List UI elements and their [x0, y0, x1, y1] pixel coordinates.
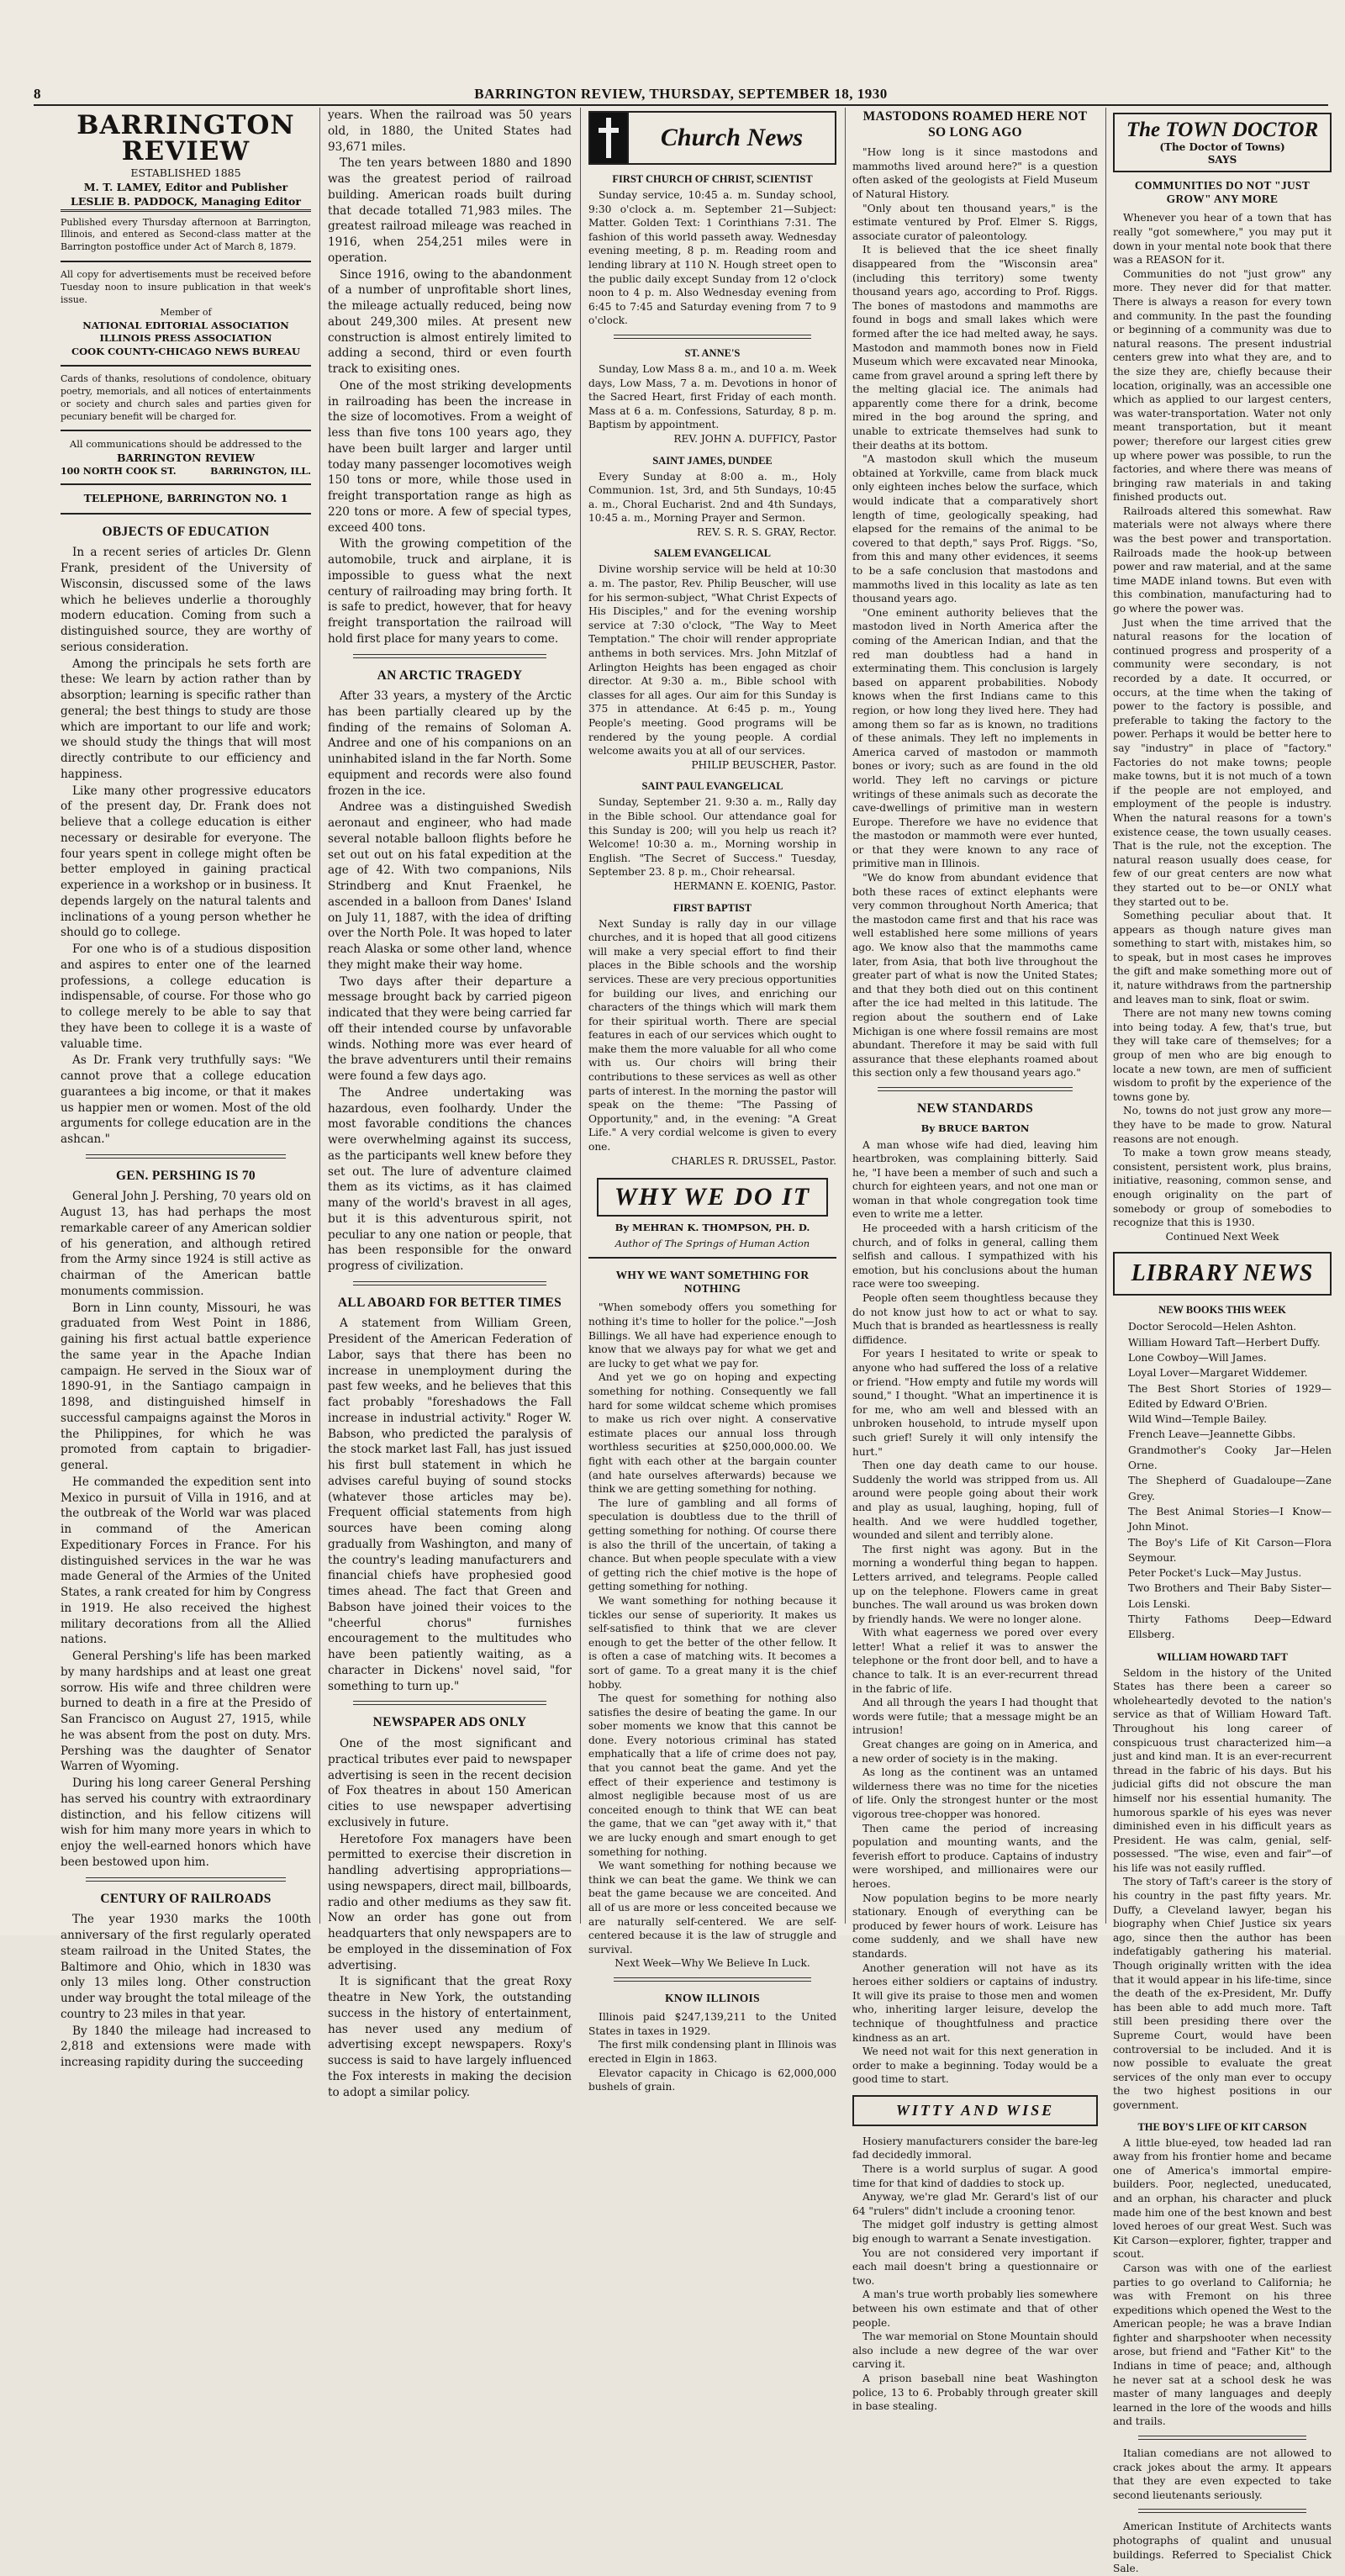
pershing-article [61, 1189, 311, 1870]
managing-editor: LESLIE B. PADDOCK, Managing Editor [71, 194, 301, 208]
divider [86, 1154, 286, 1159]
church-notice: Divine worship service will be held at 10:30 a. m. The pastor, Rev. Philip Beuscher, will use for his sermon-subject, "What Christ Expects of His Disciples," and for the evening worship service at 7:30 o'clock, "The Way to Meet Temptation." The choir will render appropriate anthems in both services. Mrs. John Mitzlaf of Arlington Heights has been engaged as choir director. At 9:30 a. m., Bible school with classes for all ages. Our aim for this Sunday is 375 in attendance. At 6:45 p. m., Young People's meeting. Good programs will be rendered by the young people. A cordial welcome awaits you at all of our services. [588, 563, 836, 757]
paragraph: As long as the continent was an untamed wilderness there was no time for the niceties of life. Only the strongest hunter or the most vigorous tree-chopper was honored. [852, 1766, 1098, 1820]
town-doctor-subtitle: (The Doctor of Towns) [1159, 141, 1285, 154]
paragraph: We need not wait for this next generation in order to make a beginning. Today would be a good time to start. [852, 2045, 1098, 2086]
paragraph: Heretofore Fox managers have been permitted to exercise their discretion in handling advertising appropriations—using newspapers, direct mail, billboards, radio and other mediums as they saw fit. Now an order has gone out from headquarters that only newspapers are to be employed in the dissemination of Fox advertising. [328, 1832, 572, 1972]
column-rule [1105, 108, 1106, 1924]
paragraph: "How long is it since mastodons and mammoths lived around here?" is a question often asked of the geologists at Field Museum of Natural History. [852, 146, 1098, 200]
witty-item: Hosiery manufacturers consider the bare-leg fad decidedly immoral. [852, 2135, 1098, 2162]
telephone: TELEPHONE, BARRINGTON NO. 1 [83, 491, 288, 504]
witty-item: There is a world surplus of sugar. A good time for that kind of daddies to stock up. [852, 2163, 1098, 2189]
list-item: Wild Wind—Temple Bailey. [1128, 1413, 1267, 1426]
column-4 [852, 108, 1098, 2413]
column-3 [588, 108, 836, 2093]
paragraph: "Only about ten thousand years," is the estimate ventured by Prof. Elmer S. Riggs, associate curator of paleontology. [852, 202, 1098, 242]
pastor-signature: REV. JOHN A. DUFFICY, Pastor [673, 432, 836, 445]
column-rule [845, 108, 846, 1924]
column-5 [1113, 108, 1332, 2575]
paragraph: Something peculiar about that. It appears as though nature gives man something to start with, mistakes him, so to speak, but in most cases he improves the gift and make something more out of it, nature withdraws from the partnership and leaves man to sink, float or swim. [1113, 910, 1332, 1006]
city: BARRINGTON, ILL. [210, 465, 311, 477]
divider [614, 335, 811, 339]
list-item: Doctor Serocold—Helen Ashton. [1128, 1321, 1297, 1333]
list-item: The Shepherd of Guadaloupe—Zane Grey. [1128, 1475, 1332, 1502]
paragraph: As Dr. Frank very truthfully says: "We cannot prove that a college education guarantees a big income, or that it makes us happier men or women. Most of the old arguments for college education are in the ashcan." [61, 1053, 311, 1147]
paragraph: Now population begins to be more nearly stationary. Enough of everything can be produced by fewer hours of work. Leisure has come suddenly, and we shall have new standards. [852, 1892, 1098, 1960]
paragraph: People often seem thoughtless because they do not know just how to act or what to say. Much that is branded as heartlessness is really diffidence. [852, 1292, 1098, 1346]
paragraph: And all through the years I had thought that words were futile; that a message might be an intrusion! [852, 1697, 1098, 1737]
paragraph: The story of Taft's career is the story of his country in the past fifty years. Mr. Duffy, a Cleveland lawyer, began his biography when Chief Justice six years ago, since then the author has been indefatigably gathering his material. Though originally written with the idea that it would appear in his life-time, since the death of the ex-President, Mr. Duffy has been able to add much more. Taft still been presiding there over the Supreme Court, would have been controversial to be included. And it is now possible to evaluate the great services of the only man ever to occupy the two highest positions in our government. [1113, 1876, 1332, 2111]
paragraph: We want something for nothing because it tickles our sense of superiority. It makes us self-satisfied to think that we are clever enough to get the better of the other fellow. It is often a case of matching wits. It becomes a sort of game. To a great many it is the chief hobby. [588, 1594, 836, 1691]
continued-note: Continued Next Week [1165, 1230, 1279, 1243]
paragraph: One of the most significant and practical tributes ever paid to newspaper advertising is seen in the recent decision of Fox theatres in about 150 American cities to use newspaper advertising exclusively in future. [328, 1737, 572, 1829]
publication-notice: Published every Thursday afternoon at Barrington, Illinois, and entered as Second-class matter at the Barrington postoffice under Act of March 8, 1879. [61, 216, 311, 253]
article-heading: CENTURY OF RAILROADS [100, 1891, 272, 1906]
paragraph: Two days after their departure a message brought back by carried pigeon indicated that they were being carried far off their intended course by unfavorable winds. Nothing more was ever heard of the brave adventurers until their remains were found a few days ago. [328, 974, 572, 1084]
paragraph: And yet we go on hoping and expecting something for nothing. Consequently we fall hard for some wildcat scheme which promises to make us rich over night. A conservative estimate places our annual loss through worthless securities at $250,000,000.00. We fight with each other at the bargain counter (and hate ourselves afterwards) because we think we are getting something for nothing. [588, 1371, 836, 1496]
paragraph: "When somebody offers you something for nothing it's time to holler for the police."—Josh Billings. We all have had experience enough to know that we always pay for what we get and are lucky to get what we pay for. [588, 1301, 836, 1370]
newspaper-ads-article [328, 1736, 572, 2100]
divider [61, 483, 311, 485]
article-heading: GEN. PERSHING IS 70 [116, 1168, 256, 1183]
article-heading: WILLIAM HOWARD TAFT [1157, 1650, 1288, 1663]
paragraph: years. When the railroad was 50 years old, in 1880, the United States had 93,671 miles. [328, 108, 572, 154]
paragraph: General Pershing's life has been marked by many hardships and at least one great sorrow. His wife and three children were burned to death in a fire at the Presido of San Francisco on August 27, 1915, while he was absent from the post on duty. Mrs. Pershing was the daughter of Senator Warren of Wyoming. [61, 1650, 311, 1774]
paragraph: Elevator capacity in Chicago is 62,000,000 bushels of grain. [588, 2067, 836, 2093]
paragraph: Communities do not "just grow" any more. They never did for that matter. There is always a reason for every town and community. In the past the founding or beginning of a community was due to natural reasons. The present industrial centers grew into what they are, and to the size they are, chiefly because their location, originally, was an accessible one which as applied to our largest centers, was water-transportation. Water not only meant transportation, but it meant power; therefore our largest cities grew up where power was possible, to run the factories, and where there was means of bringing raw materials in and taking finished products out. [1113, 267, 1332, 504]
article-heading: COMMUNITIES DO NOT "JUST GROW" ANY MORE [1134, 179, 1311, 206]
divider [61, 513, 311, 515]
town-doctor-header [1113, 113, 1332, 172]
paragraph: For years I hesitated to write or speak to anyone who had suffered the loss of a relative or friend. "How empty and futile my words will sound," I thought. "What an impertinence it is for me, who am well and blessed with an unbroken household, to intrude myself upon such grief! Surely it will only intensify the hurt." [852, 1348, 1098, 1458]
church-heading: SAINT PAUL EVANGELICAL [641, 780, 783, 793]
paragraph: The first milk condensing plant in Illinois was erected in Elgin in 1863. [588, 2039, 836, 2065]
paragraph: "A mastodon skull which the museum obtained at Yorkville, came from black muck only eighteen inches below the surface, which would indicate that a comparatively short length of time, geologically speaking, had elapsed for the remains of the animal to be covered to that depth," says Prof. Riggs. "So, from this and many other evidences, it seems to be a safe conclusion that mastodons and mammoths lived in this locality as late as ten thousand years ago. [852, 453, 1098, 605]
member-3: COOK COUNTY-CHICAGO NEWS BUREAU [71, 345, 301, 357]
paragraph: "We do know from abundant evidence that both these races of extinct elephants were very common throughout North America; that the mastodon came first and that his race was well established here some millions of years ago. We know also that the mammoths came later, from Asia, that both live throughout the greater part of what is now the United States; and that they both died out on this continent after the ice had melted in this latitude. The region about the southern end of Lake Michigan is one where fossil remains are most abundant. Therefore it may be said with full assurance that these elephants roamed about this section only a few thousand years ago." [852, 872, 1098, 1079]
paragraph: The lure of gambling and all forms of speculation is doubtless due to the thrill of getting something for nothing. Of course there is also the thrill of the uncertain, of taking a chance. But when people speculate with a view of getting rich the chief motive is the hope of getting something for nothing. [588, 1497, 836, 1593]
list-item: French Leave—Jeannette Gibbs. [1128, 1428, 1296, 1441]
list-item: William Howard Taft—Herbert Duffy. [1128, 1336, 1321, 1349]
paragraph: Illinois paid $247,139,211 to the United States in taxes in 1929. [588, 2011, 836, 2037]
paragraph: We want something for nothing because we think we can beat the game. We think we can beat the game because we are conceited. And all of us are more or less conceited because we are naturally self-centered. We are self-centered because it is the law of struggle and survival. [588, 1860, 836, 1956]
address: 100 NORTH COOK ST. [61, 465, 177, 477]
divider [1138, 2436, 1306, 2440]
paragraph: A little blue-eyed, tow headed lad ran away from his frontier home and became one of America's immortal empire-builders. Poor, neglected, uneducated, and an orphan, his character and pluck made him one of the best known and best loved heroes of our great West. Such was Kit Carson—explorer, fighter, trapper and scout. [1113, 2136, 1332, 2261]
list-item: The Best Animal Stories—I Know—John Minot. [1128, 1505, 1332, 1533]
newspaper-logo: BARRINGTON REVIEW [76, 110, 295, 166]
article-heading: WHY WE WANT SOMETHING FOR NOTHING [615, 1269, 810, 1296]
column-rule [319, 108, 320, 1924]
paragraph: "One eminent authority believes that the mastodon lived in North America after the coming of the American Indian, and that the red man doubtless had a hand in exterminating them. This conclusion is largely based on apparent probabilities. Nobody knows when the first Indians came to this region, or how long they lived here. They had among them so far as is known, no traditions of these animals. They left no implements in America carved of mastodon or mammoth bones or ivory; such as are found in the old world. They left no carvings or picture writings of these animals such as decorate the cave-dwellings of primitive man in western Europe. Therefore we have no evidence that the mastodon or mammoth were ever hunted, or that they were known to any race of primitive man in Illinois. [852, 606, 1098, 870]
paragraph: General John J. Pershing, 70 years old on August 13, has had perhaps the most remarkable career of any American soldier of his generation, and although retired from the Army since 1924 is still active as chairman of the American battle monuments commission. [61, 1190, 311, 1298]
church-notice: Every Sunday at 8:00 a. m., Holy Communion. 1st, 3rd, and 5th Sundays, 10:45 a. m., Choral Eucharist. 2nd and 4th Sundays, 10:45 a. m., Morning Prayer and Sermon. [588, 470, 836, 525]
paragraph: The quest for something for nothing also satisfies the desire of beating the game. In our sober moments we know that this cannot be done. Every notorious criminal has stated emphatically that a life of crime does not pay, that you cannot beat the game. And yet the effect of their experience and testimony is almost negligible because most of us are conceited enough to think that WE can beat the game, that we can "get away with it," that we are lucky enough and smart enough to get something for nothing. [588, 1692, 836, 1858]
divider [61, 430, 311, 431]
list-item: The Boy's Life of Kit Carson—Flora Seymour. [1128, 1536, 1332, 1564]
church-news-header [588, 111, 836, 165]
column-2 [328, 108, 572, 2099]
article-heading: OBJECTS OF EDUCATION [102, 524, 270, 539]
divider [588, 1257, 836, 1259]
list-item: Two Brothers and Their Baby Sister—Lois Lenski. [1128, 1582, 1332, 1610]
paragraph: During his long career General Pershing has served his country with extraordinary distinction, and his fellow citizens will wish for him many more years in which to enjoy the well-earned honors which have been bestowed upon him. [61, 1776, 311, 1869]
cards-notice: Cards of thanks, resolutions of condolence, obituary poetry, memorials, and all notices of entertainments or society and church sales and parties given for pecuniary benefit will be charged for. [61, 373, 311, 422]
mastodons-article [852, 145, 1098, 1080]
education-article [61, 545, 311, 1148]
books-heading: NEW BOOKS THIS WEEK [1158, 1304, 1286, 1317]
member-2: ILLINOIS PRESS ASSOCIATION [99, 332, 272, 345]
paragraph: In a recent series of articles Dr. Glenn Frank, president of the University of Wisconsin, discussed some of the laws which he believes underlie a thoroughly modern education. Coming from such a distinguished source, they are worthy of serious consideration. [61, 546, 311, 654]
page-number: 8 [34, 86, 41, 102]
paragraph: The year 1930 marks the 100th anniversary of the first regularly operated steam railroad in the United States, the Baltimore and Ohio, which in 1830 was only 13 miles long. Other construction under way brought the total mileage of the country to 23 miles in that year. [61, 1913, 311, 2021]
witty-and-wise-title: WITTY AND WISE [852, 2095, 1098, 2126]
witty-item: The midget golf industry is getting almost big enough to warrant a Senate investigation. [852, 2219, 1098, 2246]
witty-items [852, 2135, 1098, 2414]
article-heading: AN ARCTIC TRAGEDY [377, 668, 523, 683]
paragraph: One of the most striking developments in railroading has been the increase in the size of locomotives. From a weight of less than five tons 100 years ago, they have been built larger and larger until today many passenger locomotives weigh 150 tons or more, while those used in freight transportation range as high as 220 tons or more. A few of special types, exceed 400 tons. [328, 378, 572, 535]
divider [61, 209, 311, 212]
town-doctor-article [1113, 211, 1332, 1243]
paragraph: Among the principals he sets forth are these: We learn by action rather than by absorption; learning is specific rather than general; the best things to study are those which are important to our life and work; we should study the things that will most directly contribute to our efficiency and happiness. [61, 657, 311, 781]
railroads-article [61, 1912, 311, 2071]
column-1 [61, 108, 311, 2069]
divider [353, 1701, 546, 1705]
paragraph: Carson was with one of the earliest parties to go overland to California; he was with Fremont on his three expeditions which opened the West to the American people; he was a brave Indian fighter and sharpshooter when necessity arose, but friend and "Father Kit" to the Indians in time of peace; and, although he never sat at a school desk he was master of many languages and deeply learned in the lore of the woods and hills and trails. [1113, 2262, 1332, 2428]
paragraph: With what eagerness we pored over every letter! What a relief it was to answer the telephone or the front door bell, and to have a chance to talk. It is an ever-recurrent thread in the fabric of life. [852, 1627, 1098, 1695]
paragraph: For one who is of a studious disposition and aspires to enter one of the learned professions, a college education is indispensable, of course. For those who go to college merely to be able to say that they have been to college it is a waste of valuable time. [61, 942, 311, 1051]
paragraph: The first night was agony. But in the morning a wonderful thing began to happen. Letters arrived, and telegrams. People called up on the telephone. Flowers came in great bunches. The wall around us was broken down by friendly hands. We were no longer alone. [852, 1543, 1098, 1625]
paragraph: Just when the time arrived that the natural reasons for the location of continued progress and prosperity of a community were secondary, is not recorded by a date. It occurred, or occurs, at the time when the taking of power to the factory is possible, and preferable to taking the factory to the power. Perhaps it would be better here to say "industry" in place of "factory." Factories do not make towns; people make towns, but it is not much of a town if the people are not employed, and employment of the people is industry. When the natural reasons for a town's existence cease, the town usually ceases. That is the rule, not the exception. The natural reason usually does cease, for few of our great centers are now what they started out to be—or ONLY what they started out to be. [1113, 616, 1332, 908]
church-heading: FIRST CHURCH OF CHRIST, SCIENTIST [612, 173, 813, 185]
filler-item: Italian comedians are not allowed to crack jokes about the army. It appears that they are even expected to take second lieutenants seriously. [1113, 2447, 1332, 2501]
cross-icon [590, 113, 629, 163]
byline: By BRUCE BARTON [920, 1122, 1030, 1134]
divider [878, 1087, 1073, 1091]
pastor-signature: PHILIP BEUSCHER, Pastor. [691, 758, 836, 771]
paragraph: By 1840 the mileage had increased to 2,818 and extensions were made with increasing rapidity during the succeeding [61, 2024, 311, 2069]
pastor-signature: HERMANN E. KOENIG, Pastor. [673, 879, 836, 892]
paragraph: No, towns do not just grow any more—they have to be made to grow. Natural reasons are not enough. [1113, 1105, 1332, 1145]
book-list [1113, 1319, 1332, 1642]
town-doctor-title: The TOWN DOCTOR [1126, 119, 1319, 141]
next-week-note: Next Week—Why We Believe In Luck. [614, 1957, 810, 1970]
paragraph: Like many other progressive educators of the present day, Dr. Frank does not believe that a college education is either necessary or desirable for everyone. The four years spent in college might often be better employed in gaining practical experience in a workshop or in business. It depends largely on the natural talents and inclinations of a young person whether he should go to college. [61, 784, 311, 940]
paragraph: Andree was a distinguished Swedish aeronaut and engineer, who had made several notable balloon flights before he set out out on his fatal expedition at the age of 42. With two companions, Nils Strindberg and Knut Fraenkel, he ascended in a balloon from Danes' Island on July 11, 1887, with the idea of drifting over the North Pole. It was hoped to later reach Alaska or some other land, whence they might make their way home. [328, 800, 572, 972]
church-heading: SAINT JAMES, DUNDEE [652, 454, 773, 467]
witty-item: Anyway, we're glad Mr. Gerard's list of our 64 "rulers" didn't include a crooning tenor. [852, 2191, 1098, 2217]
list-item: Loyal Lover—Margaret Widdemer. [1128, 1367, 1308, 1380]
paragraph: Railroads altered this somewhat. Raw materials were not always where there was the best power and transportation. Railroads made the hook-up between power and raw material, and at the same time MADE inland towns. But even with this combination, manufacturing had to go where the power was. [1113, 504, 1332, 615]
list-item: Grandmother's Cooky Jar—Helen Orne. [1128, 1444, 1332, 1472]
paragraph: Whenever you hear of a town that has really "got somewhere," you may put it down in your mental note book that there was a REASON for it. [1113, 212, 1332, 267]
arctic-article [328, 689, 572, 1275]
new-standards-article [852, 1138, 1098, 2087]
church-news-title: Church News [660, 124, 804, 151]
library-news-title: LIBRARY NEWS [1113, 1252, 1332, 1296]
list-item: The Best Short Stories of 1929—Edited by Edward O'Brien. [1128, 1382, 1332, 1410]
pastor-signature: CHARLES R. DRUSSEL, Pastor. [671, 1154, 836, 1167]
paragraph: He proceeded with a harsh criticism of the church, and of folks in general, calling them selfish and callous. I sympathized with his emotion, but his conclusions about the human race were too sweeping. [852, 1222, 1098, 1291]
pastor-signature: REV. S. R. S. GRAY, Rector. [697, 525, 836, 538]
divider [86, 1877, 286, 1882]
communications-notice: All communications should be addressed to the [69, 438, 303, 451]
church-notice: Sunday, September 21. 9:30 a. m., Rally day in the Bible school. Our attendance goal for this Sunday is 200; will you help us reach it? Welcome! 10:30 a. m., Morning worship in English. "The Secret of Success." Tuesday, September 23. 8 p. m., Choir rehearsal. [588, 796, 836, 879]
paragraph: Then came the period of increasing population and mounting wants, and the feverish effort to produce. Captains of industry were worshiped, and millionaires were our heroes. [852, 1822, 1098, 1890]
why-we-do-it-title: WHY WE DO IT [597, 1178, 828, 1217]
church-heading: FIRST BAPTIST [672, 901, 752, 914]
paragraph: Born in Linn county, Missouri, he was graduated from West Point in 1886, gaining his first actual battle experience the same year in the Apache Indian campaign. He served in the Sioux war of 1890-91, in the Santiago campaign in 1898, and distinguished himself in successful campaigns against the Moros in the Philippines, for which he was promoted from captain to brigadier-general. [61, 1301, 311, 1473]
copy-notice: All copy for advertisements must be received before Tuesday noon to insure publication in that week's issue. [61, 269, 311, 305]
paragraph: He commanded the expedition sent into Mexico in pursuit of Villa in 1916, and at the outbreak of the World war was placed in command of the American Expeditionary Forces in France. For his distinguished services in the war he was made General of the Armies of the United States, a rank created for him by Congress in 1919. He also received the highest military decorations from all the Allied nations. [61, 1475, 311, 1647]
railroads-continued [328, 108, 572, 647]
article-heading: NEW STANDARDS [916, 1101, 1034, 1116]
church-notice: Next Sunday is rally day in our village churches, and it is hoped that all good citizens will make a very special effort to find their places in the Bible schools and the worship services. These are very precious opportunities for building our lives, and enriching our characters of the things which will mark them for their spiritual worth. There are special features in each of our services which ought to make them the more valuable for all who come with us. Our choirs will bring their contributions to these services as well as other parts of interest. In the morning the pastor will speak on the theme: "The Passing of Opportunity," and, in the evening: "A Great Life." A very cordial welcome is given to every one. [588, 917, 836, 1153]
witty-item: The war memorial on Stone Mountain should also include a new degree of the war over carving it. [852, 2331, 1098, 2371]
list-item: Peter Pocket's Luck—May Justus. [1128, 1567, 1302, 1580]
paragraph: It is significant that the great Roxy theatre in New York, the outstanding success in the history of entertainment, has never used any medium of advertising except newspapers. Roxy's success is said to have largely influenced the Fox interests in making the decision to adopt a similar policy. [328, 1975, 572, 2099]
paragraph: Great changes are going on in America, and a new order of society is in the making. [852, 1739, 1098, 1765]
article-heading: MASTODONS ROAMED HERE NOT SO LONG AGO [862, 109, 1088, 140]
paragraph: Then one day death came to our house. Suddenly the world was stripped from us. All around were people going about their work and play as usual, laughing, hoping, full of health. And we were huddled together, wounded and silent and terribly alone. [852, 1460, 1098, 1542]
paragraph: To make a town grow means steady, consistent, persistent work, plus brains, initiative, reasoning, common sense, and enough originality on the part of somebody or group of somebodies to recognize that this is 1930. [1113, 1147, 1332, 1229]
better-times-article [328, 1316, 572, 1694]
paragraph: There are not many new towns coming into being today. A few, that's true, but they will take care of themselves; for a group of men who are big enough to locate a new town, are men of sufficient wisdom to profit by the experience of the towns gone by. [1113, 1007, 1332, 1103]
why-article [588, 1301, 836, 1971]
church-heading: SALEM EVANGELICAL [653, 547, 772, 560]
filler-item: American Institute of Architects wants photographs of qualint and unusual buildings. Referred to Specialist Chick Sale. [1113, 2521, 1332, 2575]
paragraph: With the growing competition of the automobile, truck and airplane, it is impossible to guess what the next century of railroading may bring forth. It is safe to predict, however, that for heavy freight transportation the railroad will hold first place for many years to come. [328, 537, 572, 646]
article-heading: ALL ABOARD FOR BETTER TIMES [337, 1295, 562, 1310]
church-notice: Sunday, Low Mass 8 a. m., and 10 a. m. Week days, Low Mass, 7 a. m. Devotions in honor of the Sacred Heart, first Friday of each month. Mass at 6 a. m. Confessions, Saturday, 8 p. m. Baptism by appointment. [588, 362, 836, 431]
paragraph: After 33 years, a mystery of the Arctic has been partially cleared up by the finding of the remains of Soloman A. Andree and one of his companions on an uninhabited island in the far North. Some equipment and records were also found frozen in the ice. [328, 689, 572, 798]
article-heading: THE BOY'S LIFE OF KIT CARSON [1137, 2120, 1307, 2133]
page-title: BARRINGTON REVIEW, THURSDAY, SEPTEMBER 18, 1930 [474, 86, 888, 102]
church-heading: ST. ANNE'S [684, 346, 741, 359]
established: ESTABLISHED 1885 [130, 166, 241, 179]
paragraph: A statement from William Green, President of the American Federation of Labor, says that there has been no increase in unemployment during the past few weeks, and he believes that this fact probably "foreshadows the Fall increase in industrial activity." Roger W. Babson, who predicted the paralysis of the stock market last Fall, has just issued his first bull statement in which he advises careful buying of sound stocks (whatever those articles may be). Frequent official statements from high sources have been coming along gradually from Washington, and many of the country's leading manufacturers and financial chiefs have prophesied good times ahead. The fact that Green and Babson have joined their voices to the "cheerful chorus" furnishes encouragement to the multitudes who have been patiently waiting, as a character in Dickens' novel said, "for something to turn up." [328, 1317, 572, 1693]
list-item: Lone Cowboy—Will James. [1128, 1351, 1267, 1364]
paragraph: A man whose wife had died, leaving him heartbroken, was complaining bitterly. Said he, "I have been a member of such and such a church for eighteen years, and not one man or woman in that whole congregation took time even to write me a letter. [852, 1138, 1098, 1221]
address-line [61, 466, 311, 477]
column-rule [580, 108, 581, 1924]
divider [353, 1281, 546, 1285]
article-heading: NEWSPAPER ADS ONLY [372, 1715, 527, 1730]
witty-item: A man's true worth probably lies somewhere between his own estimate and that of other people. [852, 2288, 1098, 2329]
author-note: Author of The Springs of Human Action [614, 1238, 810, 1250]
divider [61, 261, 311, 262]
divider [1138, 2509, 1306, 2513]
list-item: Thirty Fathoms Deep—Edward Ellsberg. [1128, 1613, 1332, 1641]
byline: By MEHRAN K. THOMPSON, PH. D. [614, 1222, 810, 1234]
member-1: NATIONAL EDITORIAL ASSOCIATION [82, 319, 289, 331]
communications-name: BARRINGTON REVIEW [117, 451, 255, 464]
editor: M. T. LAMEY, Editor and Publisher [83, 180, 288, 193]
paragraph: It is believed that the ice sheet finally disappeared from the "Wisconsin area" (including this territory) some twenty thousand years ago, according to Prof. Riggs. The bones of mastodons and mammoths are found in bogs and small lakes which were formed after the ice had melted away, he says. Mastodon and mammoth bones now in Field Museum which were excavated near Minooka, came from gravel around a spring left there by the melting glacial ice. The animals had apparently come there for a drink, become mired in the bog around the spring, and unable to extricate themselves had sunk to their deaths at its bottom. [852, 244, 1098, 451]
witty-item: A prison baseball nine beat Washington police, 13 to 6. Probably through greater skill in base stealing. [852, 2372, 1098, 2413]
divider [61, 365, 311, 367]
paragraph: The ten years between 1880 and 1890 was the greatest period of railroad building. American roads built during that decade totalled 71,983 miles. The greatest railroad mileage was reached in 1916, when 254,251 miles were in operation. [328, 156, 572, 265]
town-doctor-says: SAYS [1207, 153, 1237, 166]
paragraph: The Andree undertaking was hazardous, even foolhardy. Under the most favorable conditions the chances were overwhelming against its success, as the participants well knew before they set out. The lure of adventure claimed them as its victims, as it has claimed many of the world's bravest in all ages, but it is this adventurous spirit, not peculiar to any one nation or people, that has been responsible for the onward progress of civilization. [328, 1085, 572, 1274]
witty-item: You are not considered very important if each mail doesn't bring a questionnaire or two. [852, 2246, 1098, 2287]
paragraph: Since 1916, owing to the abandonment of a number of unprofitable short lines, the mileage actually reduced, being now about 249,300 miles. At present new construction is almost entirely limited to adding a second, third or even fourth track to exisiting ones. [328, 267, 572, 376]
page-header [34, 86, 1328, 106]
article-heading: KNOW ILLINOIS [665, 1991, 760, 2004]
divider [353, 654, 546, 658]
paragraph: Seldom in the history of the United States has there been a career so wholeheartedly devoted to the nation's service as that of William Howard Taft. Throughout his long career of conspicuous trust characterized him—a just and kind man. It is an ever-recurrent thread in the fabric of his days. But his judicial gifts did not obscure the man himself nor his essential humanity. The humorous sparkle of his eyes was never diminished even in his difficult years as President. He was calm, genial, self-possessed. "The wise, even and fair"—of his life was not easily ruffled. [1113, 1666, 1332, 1874]
paragraph: Another generation will not have as its heroes either soldiers or captains of industry. It will give its praise to those men and women who, inheriting larger leisure, develop the technique of thoughtfulness and practice kindness as an art. [852, 1961, 1098, 2044]
divider [614, 1977, 811, 1982]
member-label: Member of [160, 306, 212, 318]
church-notice: Sunday service, 10:45 a. m. Sunday school, 9:30 o'clock a. m. September 21—Subject: Matter. Golden Text: 1 Corinthians 7:31. The fashion of this world passeth away. Wednesday evening meeting, 8 p. m. Reading room and lending library at 110 N. Hough street open to the public daily except Sunday from 12 o'clock noon to 4 p. m. Also Wednesday evening from 6:45 to 7:45 and Saturday evening from 7 to 9 o'clock. [588, 189, 836, 327]
